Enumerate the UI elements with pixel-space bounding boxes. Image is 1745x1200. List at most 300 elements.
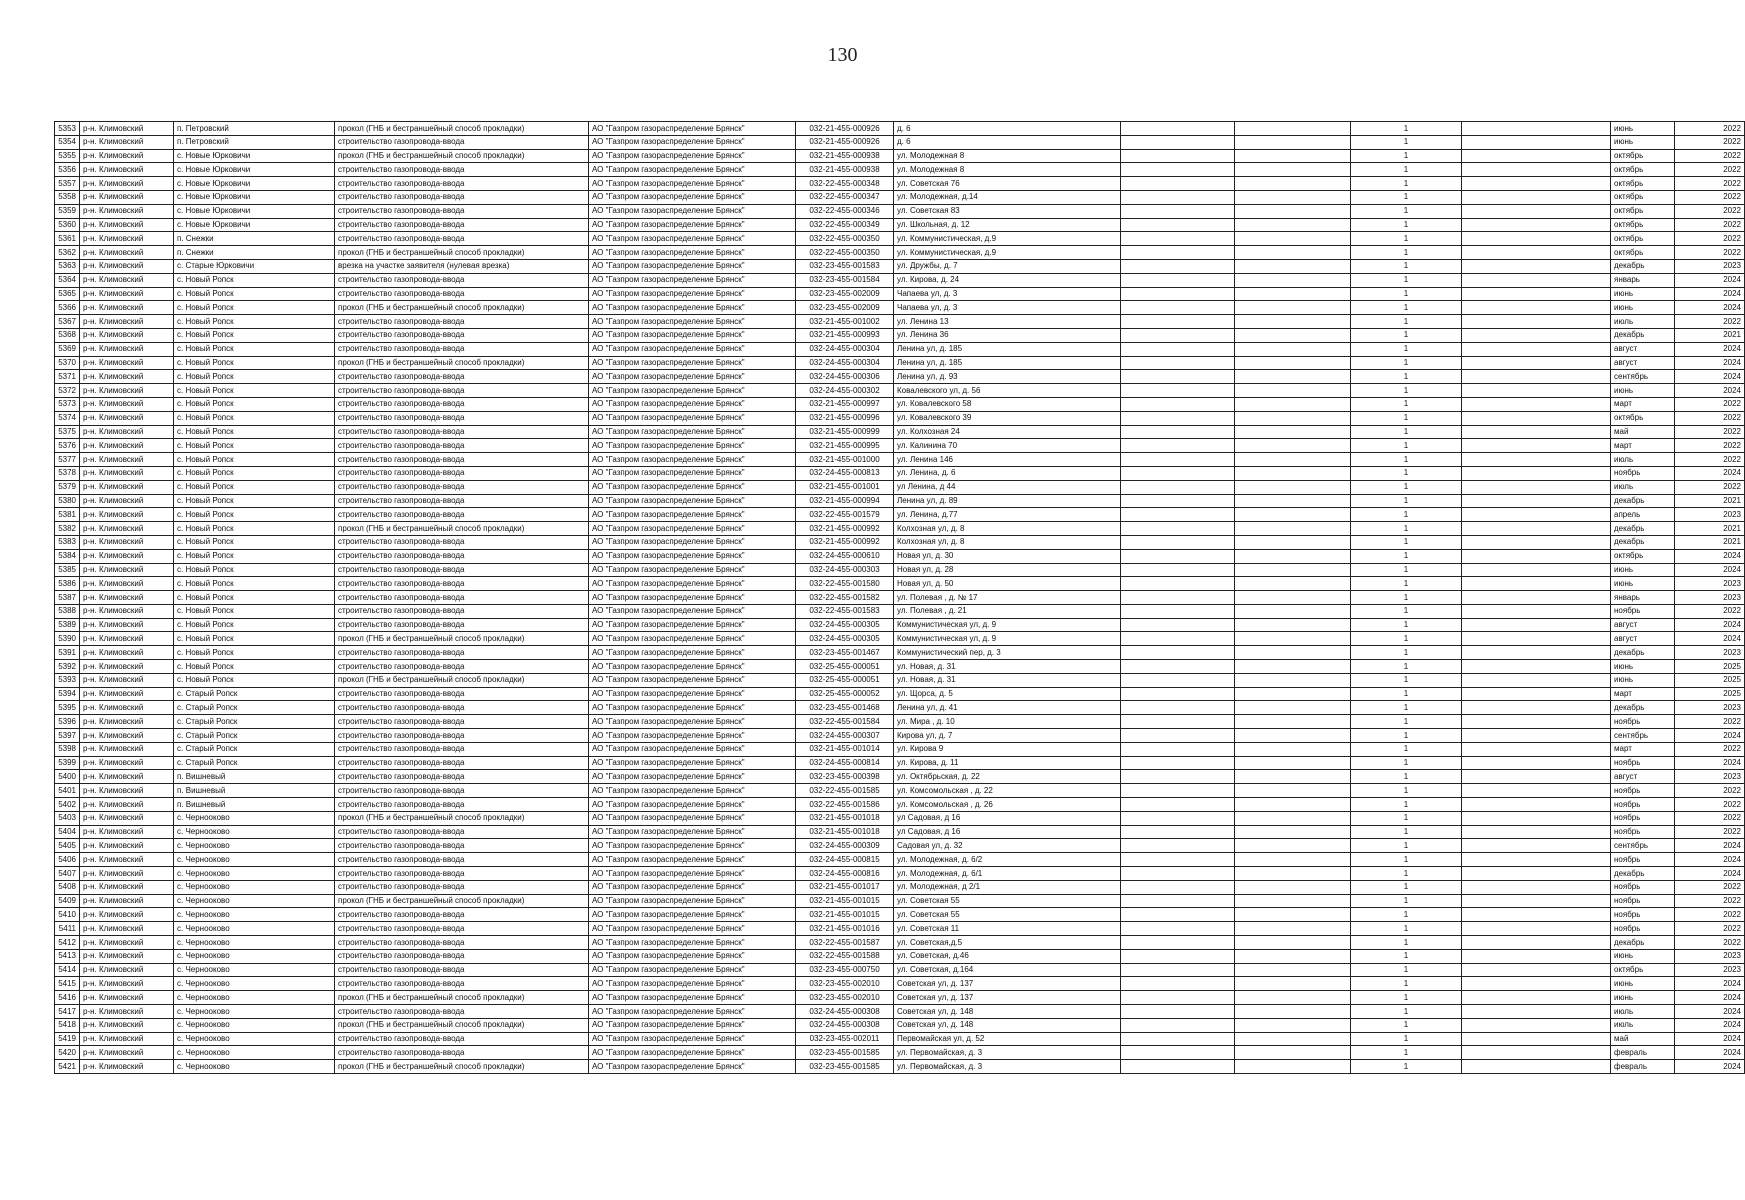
cell-month: декабрь — [1611, 259, 1675, 273]
cell-work-type: строительство газопровода-ввода — [335, 742, 589, 756]
cell-organization: АО "Газпром газораспределение Брянск" — [589, 949, 796, 963]
cell-blank-2 — [1235, 535, 1351, 549]
cell-month: октябрь — [1611, 190, 1675, 204]
cell-blank-2 — [1235, 259, 1351, 273]
cell-month: февраль — [1611, 1046, 1675, 1060]
cell-settlement: с. Чернооково — [174, 880, 335, 894]
cell-work-type: строительство газопровода-ввода — [335, 328, 589, 342]
cell-blank-1 — [1121, 563, 1235, 577]
cell-blank-3 — [1462, 218, 1611, 232]
cell-row-number: 5371 — [55, 370, 80, 384]
cell-blank-2 — [1235, 135, 1351, 149]
cell-settlement: с. Старый Ропск — [174, 687, 335, 701]
table-row — [55, 122, 1745, 136]
cell-work-type: строительство газопровода-ввода — [335, 825, 589, 839]
cell-address: ул Садовая, д 16 — [894, 811, 1121, 825]
table-row — [55, 397, 1745, 411]
cell-quantity: 1 — [1351, 522, 1462, 536]
cell-work-type: врезка на участке заявителя (нулевая врезка) — [335, 259, 589, 273]
cell-quantity: 1 — [1351, 453, 1462, 467]
cell-row-number: 5394 — [55, 687, 80, 701]
cell-settlement: с. Новый Ропск — [174, 425, 335, 439]
cell-settlement: с. Новые Юрковичи — [174, 149, 335, 163]
cell-blank-2 — [1235, 1032, 1351, 1046]
cell-month: июль — [1611, 453, 1675, 467]
cell-district: р-н. Климовский — [80, 480, 174, 494]
cell-quantity: 1 — [1351, 867, 1462, 881]
cell-object-code: 032-21-455-001016 — [796, 922, 894, 936]
cell-month: август — [1611, 342, 1675, 356]
table-row — [55, 729, 1745, 743]
cell-address: ул. Ковалевского 39 — [894, 411, 1121, 425]
cell-quantity: 1 — [1351, 646, 1462, 660]
cell-work-type: строительство газопровода-ввода — [335, 604, 589, 618]
cell-quantity: 1 — [1351, 839, 1462, 853]
cell-quantity: 1 — [1351, 936, 1462, 950]
cell-settlement: с. Чернооково — [174, 1046, 335, 1060]
table-row — [55, 701, 1745, 715]
cell-blank-2 — [1235, 384, 1351, 398]
cell-blank-2 — [1235, 177, 1351, 191]
cell-settlement: с. Чернооково — [174, 936, 335, 950]
cell-month: август — [1611, 632, 1675, 646]
cell-district: р-н. Климовский — [80, 673, 174, 687]
cell-work-type: строительство газопровода-ввода — [335, 508, 589, 522]
cell-year: 2024 — [1675, 867, 1745, 881]
table-row — [55, 287, 1745, 301]
cell-work-type: строительство газопровода-ввода — [335, 756, 589, 770]
cell-district: р-н. Климовский — [80, 522, 174, 536]
cell-district: р-н. Климовский — [80, 770, 174, 784]
table-row — [55, 535, 1745, 549]
cell-object-code: 032-21-455-000995 — [796, 439, 894, 453]
table-row — [55, 646, 1745, 660]
cell-year: 2024 — [1675, 342, 1745, 356]
table-row — [55, 480, 1745, 494]
cell-work-type: строительство газопровода-ввода — [335, 163, 589, 177]
cell-work-type: строительство газопровода-ввода — [335, 439, 589, 453]
cell-row-number: 5392 — [55, 660, 80, 674]
cell-work-type: строительство газопровода-ввода — [335, 218, 589, 232]
cell-object-code: 032-22-455-001587 — [796, 936, 894, 950]
cell-blank-1 — [1121, 701, 1235, 715]
cell-address: ул. Калинина 70 — [894, 439, 1121, 453]
cell-object-code: 032-21-455-001014 — [796, 742, 894, 756]
cell-settlement: с. Старый Ропск — [174, 756, 335, 770]
cell-quantity: 1 — [1351, 122, 1462, 136]
cell-object-code: 032-22-455-001582 — [796, 591, 894, 605]
cell-district: р-н. Климовский — [80, 701, 174, 715]
cell-district: р-н. Климовский — [80, 494, 174, 508]
cell-object-code: 032-22-455-000350 — [796, 246, 894, 260]
cell-blank-2 — [1235, 825, 1351, 839]
cell-blank-1 — [1121, 977, 1235, 991]
cell-blank-1 — [1121, 922, 1235, 936]
cell-month: июль — [1611, 1005, 1675, 1019]
cell-address: ул. Полевая , д. № 17 — [894, 591, 1121, 605]
table-row — [55, 811, 1745, 825]
cell-object-code: 032-21-455-000999 — [796, 425, 894, 439]
cell-blank-3 — [1462, 632, 1611, 646]
table-row — [55, 604, 1745, 618]
cell-year: 2024 — [1675, 1032, 1745, 1046]
cell-organization: АО "Газпром газораспределение Брянск" — [589, 604, 796, 618]
cell-blank-3 — [1462, 397, 1611, 411]
cell-blank-3 — [1462, 1046, 1611, 1060]
table-row — [55, 1018, 1745, 1032]
cell-row-number: 5380 — [55, 494, 80, 508]
cell-settlement: п. Снежки — [174, 246, 335, 260]
cell-year: 2023 — [1675, 591, 1745, 605]
cell-district: р-н. Климовский — [80, 177, 174, 191]
cell-quantity: 1 — [1351, 287, 1462, 301]
cell-organization: АО "Газпром газораспределение Брянск" — [589, 384, 796, 398]
cell-quantity: 1 — [1351, 397, 1462, 411]
cell-blank-2 — [1235, 204, 1351, 218]
table-row — [55, 963, 1745, 977]
cell-object-code: 032-24-455-000815 — [796, 853, 894, 867]
cell-object-code: 032-21-455-001001 — [796, 480, 894, 494]
cell-blank-1 — [1121, 549, 1235, 563]
cell-address: ул. Молодежная, д 2/1 — [894, 880, 1121, 894]
cell-blank-1 — [1121, 591, 1235, 605]
cell-organization: АО "Газпром газораспределение Брянск" — [589, 784, 796, 798]
cell-row-number: 5391 — [55, 646, 80, 660]
cell-blank-1 — [1121, 135, 1235, 149]
cell-work-type: строительство газопровода-ввода — [335, 646, 589, 660]
cell-year: 2022 — [1675, 190, 1745, 204]
cell-row-number: 5395 — [55, 701, 80, 715]
cell-district: р-н. Климовский — [80, 1046, 174, 1060]
cell-settlement: с. Новый Ропск — [174, 384, 335, 398]
cell-work-type: строительство газопровода-ввода — [335, 190, 589, 204]
cell-organization: АО "Газпром газораспределение Брянск" — [589, 563, 796, 577]
table-row — [55, 880, 1745, 894]
cell-blank-1 — [1121, 315, 1235, 329]
cell-district: р-н. Климовский — [80, 342, 174, 356]
cell-row-number: 5381 — [55, 508, 80, 522]
cell-settlement: с. Чернооково — [174, 963, 335, 977]
cell-work-type: строительство газопровода-ввода — [335, 880, 589, 894]
table-row — [55, 494, 1745, 508]
cell-month: октябрь — [1611, 963, 1675, 977]
cell-organization: АО "Газпром газораспределение Брянск" — [589, 1032, 796, 1046]
cell-organization: АО "Газпром газораспределение Брянск" — [589, 177, 796, 191]
cell-organization: АО "Газпром газораспределение Брянск" — [589, 287, 796, 301]
cell-address: Новая ул, д. 30 — [894, 549, 1121, 563]
cell-year: 2022 — [1675, 880, 1745, 894]
cell-address: ул. Кирова, д. 24 — [894, 273, 1121, 287]
cell-row-number: 5387 — [55, 591, 80, 605]
table-row — [55, 839, 1745, 853]
cell-settlement: с. Чернооково — [174, 1018, 335, 1032]
cell-settlement: с. Чернооково — [174, 949, 335, 963]
table-row — [55, 660, 1745, 674]
cell-object-code: 032-21-455-000938 — [796, 149, 894, 163]
cell-blank-1 — [1121, 1046, 1235, 1060]
cell-month: ноябрь — [1611, 853, 1675, 867]
cell-object-code: 032-22-455-001579 — [796, 508, 894, 522]
cell-blank-1 — [1121, 991, 1235, 1005]
cell-blank-3 — [1462, 839, 1611, 853]
cell-district: р-н. Климовский — [80, 577, 174, 591]
cell-work-type: строительство газопровода-ввода — [335, 549, 589, 563]
cell-object-code: 032-23-455-001584 — [796, 273, 894, 287]
cell-blank-1 — [1121, 232, 1235, 246]
cell-address: Первомайская ул, д. 52 — [894, 1032, 1121, 1046]
cell-year: 2024 — [1675, 729, 1745, 743]
cell-row-number: 5362 — [55, 246, 80, 260]
cell-blank-1 — [1121, 425, 1235, 439]
cell-blank-3 — [1462, 1005, 1611, 1019]
cell-blank-2 — [1235, 246, 1351, 260]
table-row — [55, 259, 1745, 273]
cell-work-type: прокол (ГНБ и бестраншейный способ прокладки) — [335, 301, 589, 315]
cell-quantity: 1 — [1351, 494, 1462, 508]
cell-blank-3 — [1462, 204, 1611, 218]
cell-month: ноябрь — [1611, 908, 1675, 922]
cell-month: декабрь — [1611, 701, 1675, 715]
cell-blank-1 — [1121, 480, 1235, 494]
cell-blank-1 — [1121, 342, 1235, 356]
cell-organization: АО "Газпром газораспределение Брянск" — [589, 190, 796, 204]
cell-object-code: 032-24-455-000308 — [796, 1005, 894, 1019]
cell-address: Ленина ул, д. 93 — [894, 370, 1121, 384]
cell-row-number: 5403 — [55, 811, 80, 825]
cell-district: р-н. Климовский — [80, 425, 174, 439]
cell-month: июнь — [1611, 977, 1675, 991]
cell-quantity: 1 — [1351, 949, 1462, 963]
cell-blank-3 — [1462, 977, 1611, 991]
cell-blank-2 — [1235, 494, 1351, 508]
cell-work-type: прокол (ГНБ и бестраншейный способ прокладки) — [335, 991, 589, 1005]
cell-work-type: строительство газопровода-ввода — [335, 977, 589, 991]
table-row — [55, 356, 1745, 370]
cell-district: р-н. Климовский — [80, 370, 174, 384]
cell-organization: АО "Газпром газораспределение Брянск" — [589, 880, 796, 894]
cell-row-number: 5386 — [55, 577, 80, 591]
cell-blank-2 — [1235, 756, 1351, 770]
cell-month: декабрь — [1611, 328, 1675, 342]
cell-district: р-н. Климовский — [80, 135, 174, 149]
cell-quantity: 1 — [1351, 425, 1462, 439]
cell-object-code: 032-22-455-000349 — [796, 218, 894, 232]
cell-settlement: с. Новый Ропск — [174, 660, 335, 674]
cell-address: д. 6 — [894, 122, 1121, 136]
cell-address: ул. Ленина 36 — [894, 328, 1121, 342]
cell-blank-1 — [1121, 494, 1235, 508]
cell-year: 2022 — [1675, 177, 1745, 191]
cell-settlement: с. Новый Ропск — [174, 563, 335, 577]
cell-blank-2 — [1235, 439, 1351, 453]
table-row — [55, 949, 1745, 963]
cell-work-type: строительство газопровода-ввода — [335, 135, 589, 149]
cell-organization: АО "Газпром газораспределение Брянск" — [589, 342, 796, 356]
cell-settlement: с. Чернооково — [174, 991, 335, 1005]
cell-address: ул. Новая, д. 31 — [894, 660, 1121, 674]
cell-address: ул. Колхозная 24 — [894, 425, 1121, 439]
cell-month: декабрь — [1611, 867, 1675, 881]
cell-blank-2 — [1235, 894, 1351, 908]
cell-organization: АО "Газпром газораспределение Брянск" — [589, 218, 796, 232]
cell-settlement: с. Новый Ропск — [174, 411, 335, 425]
cell-year: 2024 — [1675, 287, 1745, 301]
cell-address: ул. Коммунистическая, д.9 — [894, 232, 1121, 246]
cell-district: р-н. Климовский — [80, 936, 174, 950]
cell-settlement: с. Чернооково — [174, 867, 335, 881]
cell-quantity: 1 — [1351, 356, 1462, 370]
cell-blank-3 — [1462, 715, 1611, 729]
cell-month: сентябрь — [1611, 839, 1675, 853]
cell-blank-1 — [1121, 729, 1235, 743]
cell-organization: АО "Газпром газораспределение Брянск" — [589, 687, 796, 701]
cell-row-number: 5418 — [55, 1018, 80, 1032]
cell-organization: АО "Газпром газораспределение Брянск" — [589, 397, 796, 411]
cell-object-code: 032-24-455-000610 — [796, 549, 894, 563]
cell-row-number: 5357 — [55, 177, 80, 191]
cell-organization: АО "Газпром газораспределение Брянск" — [589, 770, 796, 784]
cell-object-code: 032-21-455-001015 — [796, 894, 894, 908]
cell-year: 2024 — [1675, 273, 1745, 287]
cell-organization: АО "Газпром газораспределение Брянск" — [589, 453, 796, 467]
cell-quantity: 1 — [1351, 1005, 1462, 1019]
cell-district: р-н. Климовский — [80, 508, 174, 522]
cell-quantity: 1 — [1351, 770, 1462, 784]
table-row — [55, 1060, 1745, 1074]
cell-blank-3 — [1462, 963, 1611, 977]
cell-row-number: 5393 — [55, 673, 80, 687]
cell-address: Коммунистический пер, д. 3 — [894, 646, 1121, 660]
cell-blank-2 — [1235, 453, 1351, 467]
cell-address: Ленина ул, д. 89 — [894, 494, 1121, 508]
cell-work-type: прокол (ГНБ и бестраншейный способ прокладки) — [335, 673, 589, 687]
cell-address: ул. Советская 55 — [894, 894, 1121, 908]
table-row — [55, 439, 1745, 453]
cell-address: ул. Молодежная 8 — [894, 163, 1121, 177]
cell-address: Новая ул, д. 28 — [894, 563, 1121, 577]
cell-row-number: 5397 — [55, 729, 80, 743]
table-row — [55, 370, 1745, 384]
cell-district: р-н. Климовский — [80, 466, 174, 480]
cell-district: р-н. Климовский — [80, 604, 174, 618]
cell-blank-3 — [1462, 853, 1611, 867]
cell-address: ул. Молодежная, д.14 — [894, 190, 1121, 204]
cell-district: р-н. Климовский — [80, 1060, 174, 1074]
cell-blank-2 — [1235, 618, 1351, 632]
cell-object-code: 032-24-455-000307 — [796, 729, 894, 743]
cell-object-code: 032-24-455-000305 — [796, 618, 894, 632]
cell-district: р-н. Климовский — [80, 287, 174, 301]
table-row — [55, 591, 1745, 605]
cell-organization: АО "Газпром газораспределение Брянск" — [589, 742, 796, 756]
cell-blank-1 — [1121, 867, 1235, 881]
cell-work-type: прокол (ГНБ и бестраншейный способ прокладки) — [335, 246, 589, 260]
cell-quantity: 1 — [1351, 825, 1462, 839]
cell-quantity: 1 — [1351, 370, 1462, 384]
cell-blank-1 — [1121, 839, 1235, 853]
cell-blank-1 — [1121, 204, 1235, 218]
cell-blank-2 — [1235, 839, 1351, 853]
cell-work-type: строительство газопровода-ввода — [335, 867, 589, 881]
cell-blank-3 — [1462, 756, 1611, 770]
cell-settlement: с. Старые Юрковичи — [174, 259, 335, 273]
cell-blank-3 — [1462, 618, 1611, 632]
table-row — [55, 867, 1745, 881]
cell-settlement: с. Новые Юрковичи — [174, 177, 335, 191]
cell-work-type: строительство газопровода-ввода — [335, 494, 589, 508]
cell-address: ул. Советская 55 — [894, 908, 1121, 922]
cell-settlement: с. Новый Ропск — [174, 315, 335, 329]
cell-work-type: строительство газопровода-ввода — [335, 480, 589, 494]
cell-year: 2022 — [1675, 315, 1745, 329]
cell-row-number: 5385 — [55, 563, 80, 577]
cell-address: ул Ленина, д 44 — [894, 480, 1121, 494]
cell-row-number: 5399 — [55, 756, 80, 770]
cell-settlement: п. Петровский — [174, 122, 335, 136]
cell-organization: АО "Газпром газораспределение Брянск" — [589, 259, 796, 273]
cell-blank-2 — [1235, 480, 1351, 494]
cell-blank-2 — [1235, 591, 1351, 605]
cell-object-code: 032-21-455-001015 — [796, 908, 894, 922]
cell-row-number: 5389 — [55, 618, 80, 632]
cell-blank-3 — [1462, 287, 1611, 301]
cell-row-number: 5402 — [55, 798, 80, 812]
cell-month: июнь — [1611, 673, 1675, 687]
cell-year: 2022 — [1675, 480, 1745, 494]
cell-district: р-н. Климовский — [80, 328, 174, 342]
cell-work-type: строительство газопровода-ввода — [335, 963, 589, 977]
cell-year: 2024 — [1675, 1018, 1745, 1032]
cell-district: р-н. Климовский — [80, 991, 174, 1005]
cell-quantity: 1 — [1351, 908, 1462, 922]
cell-district: р-н. Климовский — [80, 301, 174, 315]
cell-address: Коммунистическая ул, д. 9 — [894, 632, 1121, 646]
cell-address: Колхозная ул, д. 8 — [894, 522, 1121, 536]
cell-object-code: 032-21-455-000938 — [796, 163, 894, 177]
cell-month: ноябрь — [1611, 811, 1675, 825]
cell-year: 2022 — [1675, 604, 1745, 618]
cell-settlement: с. Новые Юрковичи — [174, 190, 335, 204]
table-row — [55, 715, 1745, 729]
cell-blank-2 — [1235, 701, 1351, 715]
cell-district: р-н. Климовский — [80, 397, 174, 411]
cell-organization: АО "Газпром газораспределение Брянск" — [589, 535, 796, 549]
cell-quantity: 1 — [1351, 784, 1462, 798]
cell-district: р-н. Климовский — [80, 549, 174, 563]
cell-settlement: с. Старый Ропск — [174, 742, 335, 756]
cell-blank-3 — [1462, 328, 1611, 342]
cell-organization: АО "Газпром газораспределение Брянск" — [589, 356, 796, 370]
cell-settlement: с. Новые Юрковичи — [174, 218, 335, 232]
cell-month: июнь — [1611, 660, 1675, 674]
cell-quantity: 1 — [1351, 190, 1462, 204]
table-row — [55, 384, 1745, 398]
cell-blank-2 — [1235, 411, 1351, 425]
cell-year: 2022 — [1675, 908, 1745, 922]
cell-quantity: 1 — [1351, 508, 1462, 522]
cell-year: 2024 — [1675, 549, 1745, 563]
cell-row-number: 5373 — [55, 397, 80, 411]
cell-work-type: строительство газопровода-ввода — [335, 232, 589, 246]
table-body — [55, 122, 1745, 1074]
cell-organization: АО "Газпром газораспределение Брянск" — [589, 660, 796, 674]
cell-blank-2 — [1235, 632, 1351, 646]
cell-blank-1 — [1121, 949, 1235, 963]
cell-quantity: 1 — [1351, 135, 1462, 149]
table-row — [55, 508, 1745, 522]
cell-settlement: с. Новые Юрковичи — [174, 204, 335, 218]
cell-row-number: 5379 — [55, 480, 80, 494]
